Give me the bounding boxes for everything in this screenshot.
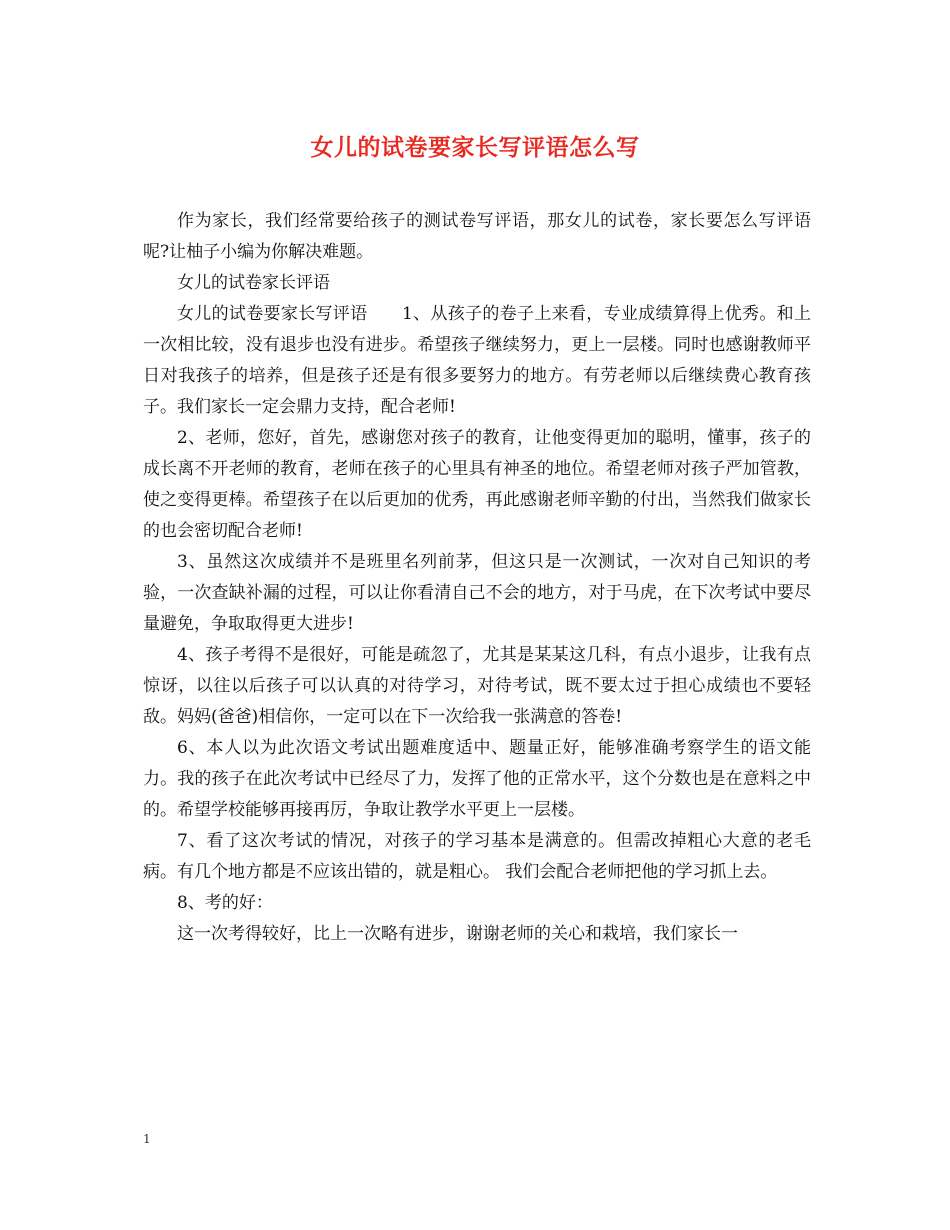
paragraph-intro: 作为家长，我们经常要给孩子的测试卷写评语，那女儿的试卷，家长要怎么写评语呢?让柚子小编为你解决难题。 <box>143 211 811 262</box>
paragraph-comment-3: 3、虽然这次成绩并不是班里名列前茅，但这只是一次测试，一次对自己知识的考验，一次查缺补漏的过程，可以让你看清自己不会的地方，对于马虎，在下次考试中要尽量避免，争取取得更大进步! <box>143 552 811 634</box>
paragraph-comment-1: 女儿的试卷要家长写评语 1、从孩子的卷子上来看，专业成绩算得上优秀。和上一次相比较，没有退步也没有进步。希望孩子继续努力，更上一层楼。同时也感谢教师平日对我孩子的培养，但是孩子还是有很多要努力的地方。有劳老师以后继续费心教育孩子。我们家长一定会鼎力支持，配合老师! <box>143 304 811 417</box>
paragraph-comment-2: 2、老师，您好，首先，感谢您对孩子的教育，让他变得更加的聪明，懂事，孩子的成长离不开老师的教育，老师在孩子的心里具有神圣的地位。希望老师对孩子严加管教，使之变得更棒。希望孩子在以后更加的优秀，再此感谢老师辛勤的付出，当然我们做家长的也会密切配合老师! <box>143 428 811 541</box>
document-title: 女儿的试卷要家长写评语怎么写 <box>310 134 640 161</box>
paragraph-comment-8-heading: 8、考的好： <box>177 893 273 913</box>
paragraph-subheading: 女儿的试卷家长评语 <box>177 273 330 293</box>
paragraph-comment-8-text: 这一次考得较好，比上一次略有进步，谢谢老师的关心和栽培，我们家长一 <box>177 924 738 944</box>
paragraph-comment-6: 6、本人以为此次语文考试出题难度适中、题量正好，能够准确考察学生的语文能力。我的孩子在此次考试中已经尽了力，发挥了他的正常水平，这个分数也是在意料之中的。希望学校能够再接再厉，争取让教学水平更上一层楼。 <box>143 738 811 820</box>
paragraph-comment-7: 7、看了这次考试的情况，对孩子的学习基本是满意的。但需改掉粗心大意的老毛病。有几个地方都是不应该出错的，就是粗心。 我们会配合老师把他的学习抓上去。 <box>143 831 811 882</box>
paragraph-comment-4: 4、孩子考得不是很好，可能是疏忽了，尤其是某某这几科，有点小退步，让我有点惊讶，以往以后孩子可以认真的对待学习，对待考试，既不要太过于担心成绩也不要轻敌。妈妈(爸爸)相信你，一定可以在下一次给我一张满意的答卷! <box>143 645 811 727</box>
page-number: 1 <box>143 1132 151 1146</box>
document-body <box>143 206 811 950</box>
